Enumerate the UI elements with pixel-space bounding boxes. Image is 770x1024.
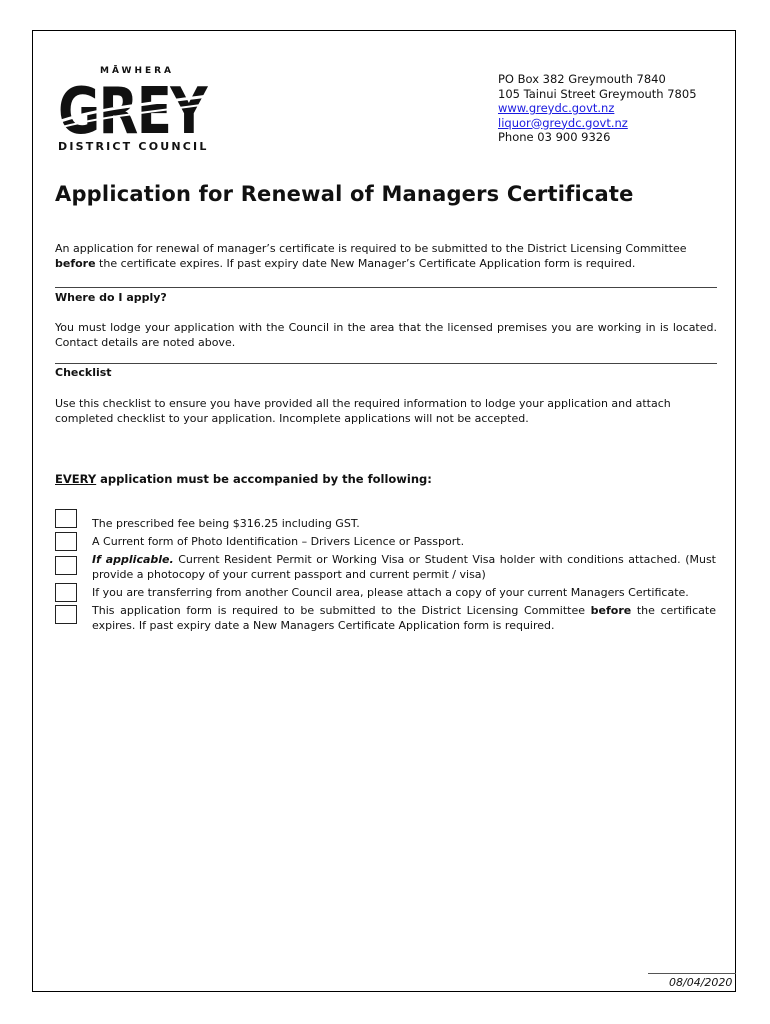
checklist-item: If you are transferring from another Council area, please attach a copy of your current Managers Certificate. — [92, 586, 689, 599]
contact-po-box: PO Box 382 Greymouth 7840 — [498, 72, 666, 86]
intro-paragraph — [55, 241, 717, 271]
intro-bold: before — [55, 257, 96, 270]
every-heading — [55, 472, 432, 486]
checkbox[interactable] — [55, 605, 77, 624]
where-paragraph: You must lodge your application with the Council in the area that the licensed premises you are working in is located. Contact details are noted above. — [55, 321, 717, 349]
intro-text-2: the certificate expires. If past expiry date New Manager’s Certificate Application form is required. — [95, 257, 636, 270]
logo-wordmark — [58, 78, 208, 140]
section-divider — [55, 363, 717, 364]
checklist-item: A Current form of Photo Identification – Drivers Licence or Passport. — [92, 535, 465, 548]
checkbox[interactable] — [55, 556, 77, 575]
footer-date: 08/04/2020 — [669, 976, 733, 989]
every-underlined: EVERY — [55, 472, 97, 486]
checkbox[interactable] — [55, 583, 77, 602]
contact-block — [498, 72, 697, 145]
page-title: Application for Renewal of Managers Certificate — [55, 182, 634, 206]
checklist-item — [92, 552, 716, 582]
checklist-item-text-a: This application form is required to be submitted to the District Licensing Committee — [92, 604, 591, 617]
checklist-item-bold: before — [590, 604, 632, 617]
footer-divider — [648, 973, 736, 974]
logo-top-text: MĀWHERA — [100, 66, 175, 76]
checklist-paragraph: Use this checklist to ensure you have provided all the required information to lodge your application and attach completed checklist to your application. Incomplete applications will not be accepted. — [55, 397, 671, 425]
contact-phone: Phone 03 900 9326 — [498, 130, 611, 144]
section-divider — [55, 287, 717, 288]
checklist-item — [92, 603, 716, 633]
checklist-heading: Checklist — [55, 366, 112, 379]
website-link[interactable]: www.greydc.govt.nz — [498, 101, 615, 115]
if-applicable-label: If applicable. — [92, 553, 174, 566]
checkbox[interactable] — [55, 509, 77, 528]
logo-bottom-text: DISTRICT COUNCIL — [58, 140, 209, 153]
checkbox[interactable] — [55, 532, 77, 551]
every-rest: application must be accompanied by the following: — [96, 472, 432, 486]
email-link[interactable]: liquor@greydc.govt.nz — [498, 115, 628, 130]
contact-street: 105 Tainui Street Greymouth 7805 — [498, 86, 697, 101]
logo-main-text: GREY — [58, 78, 208, 140]
where-heading: Where do I apply? — [55, 291, 167, 304]
grey-district-council-logo — [58, 66, 218, 156]
checklist-item-text-b: the certificate expires. If past expiry date a New Managers Certificate Application form is required. — [92, 604, 716, 632]
checklist-item: The prescribed fee being $316.25 including GST. — [92, 517, 360, 530]
checklist-item-text: Current Resident Permit or Working Visa or Student Visa holder with conditions attached. (Must provide a photocopy of your current passport and current permit / visa) — [92, 553, 716, 581]
document-page — [32, 30, 736, 992]
intro-text-1: An application for renewal of manager’s certificate is required to be submitted to the District Licensing Committee — [55, 242, 687, 255]
